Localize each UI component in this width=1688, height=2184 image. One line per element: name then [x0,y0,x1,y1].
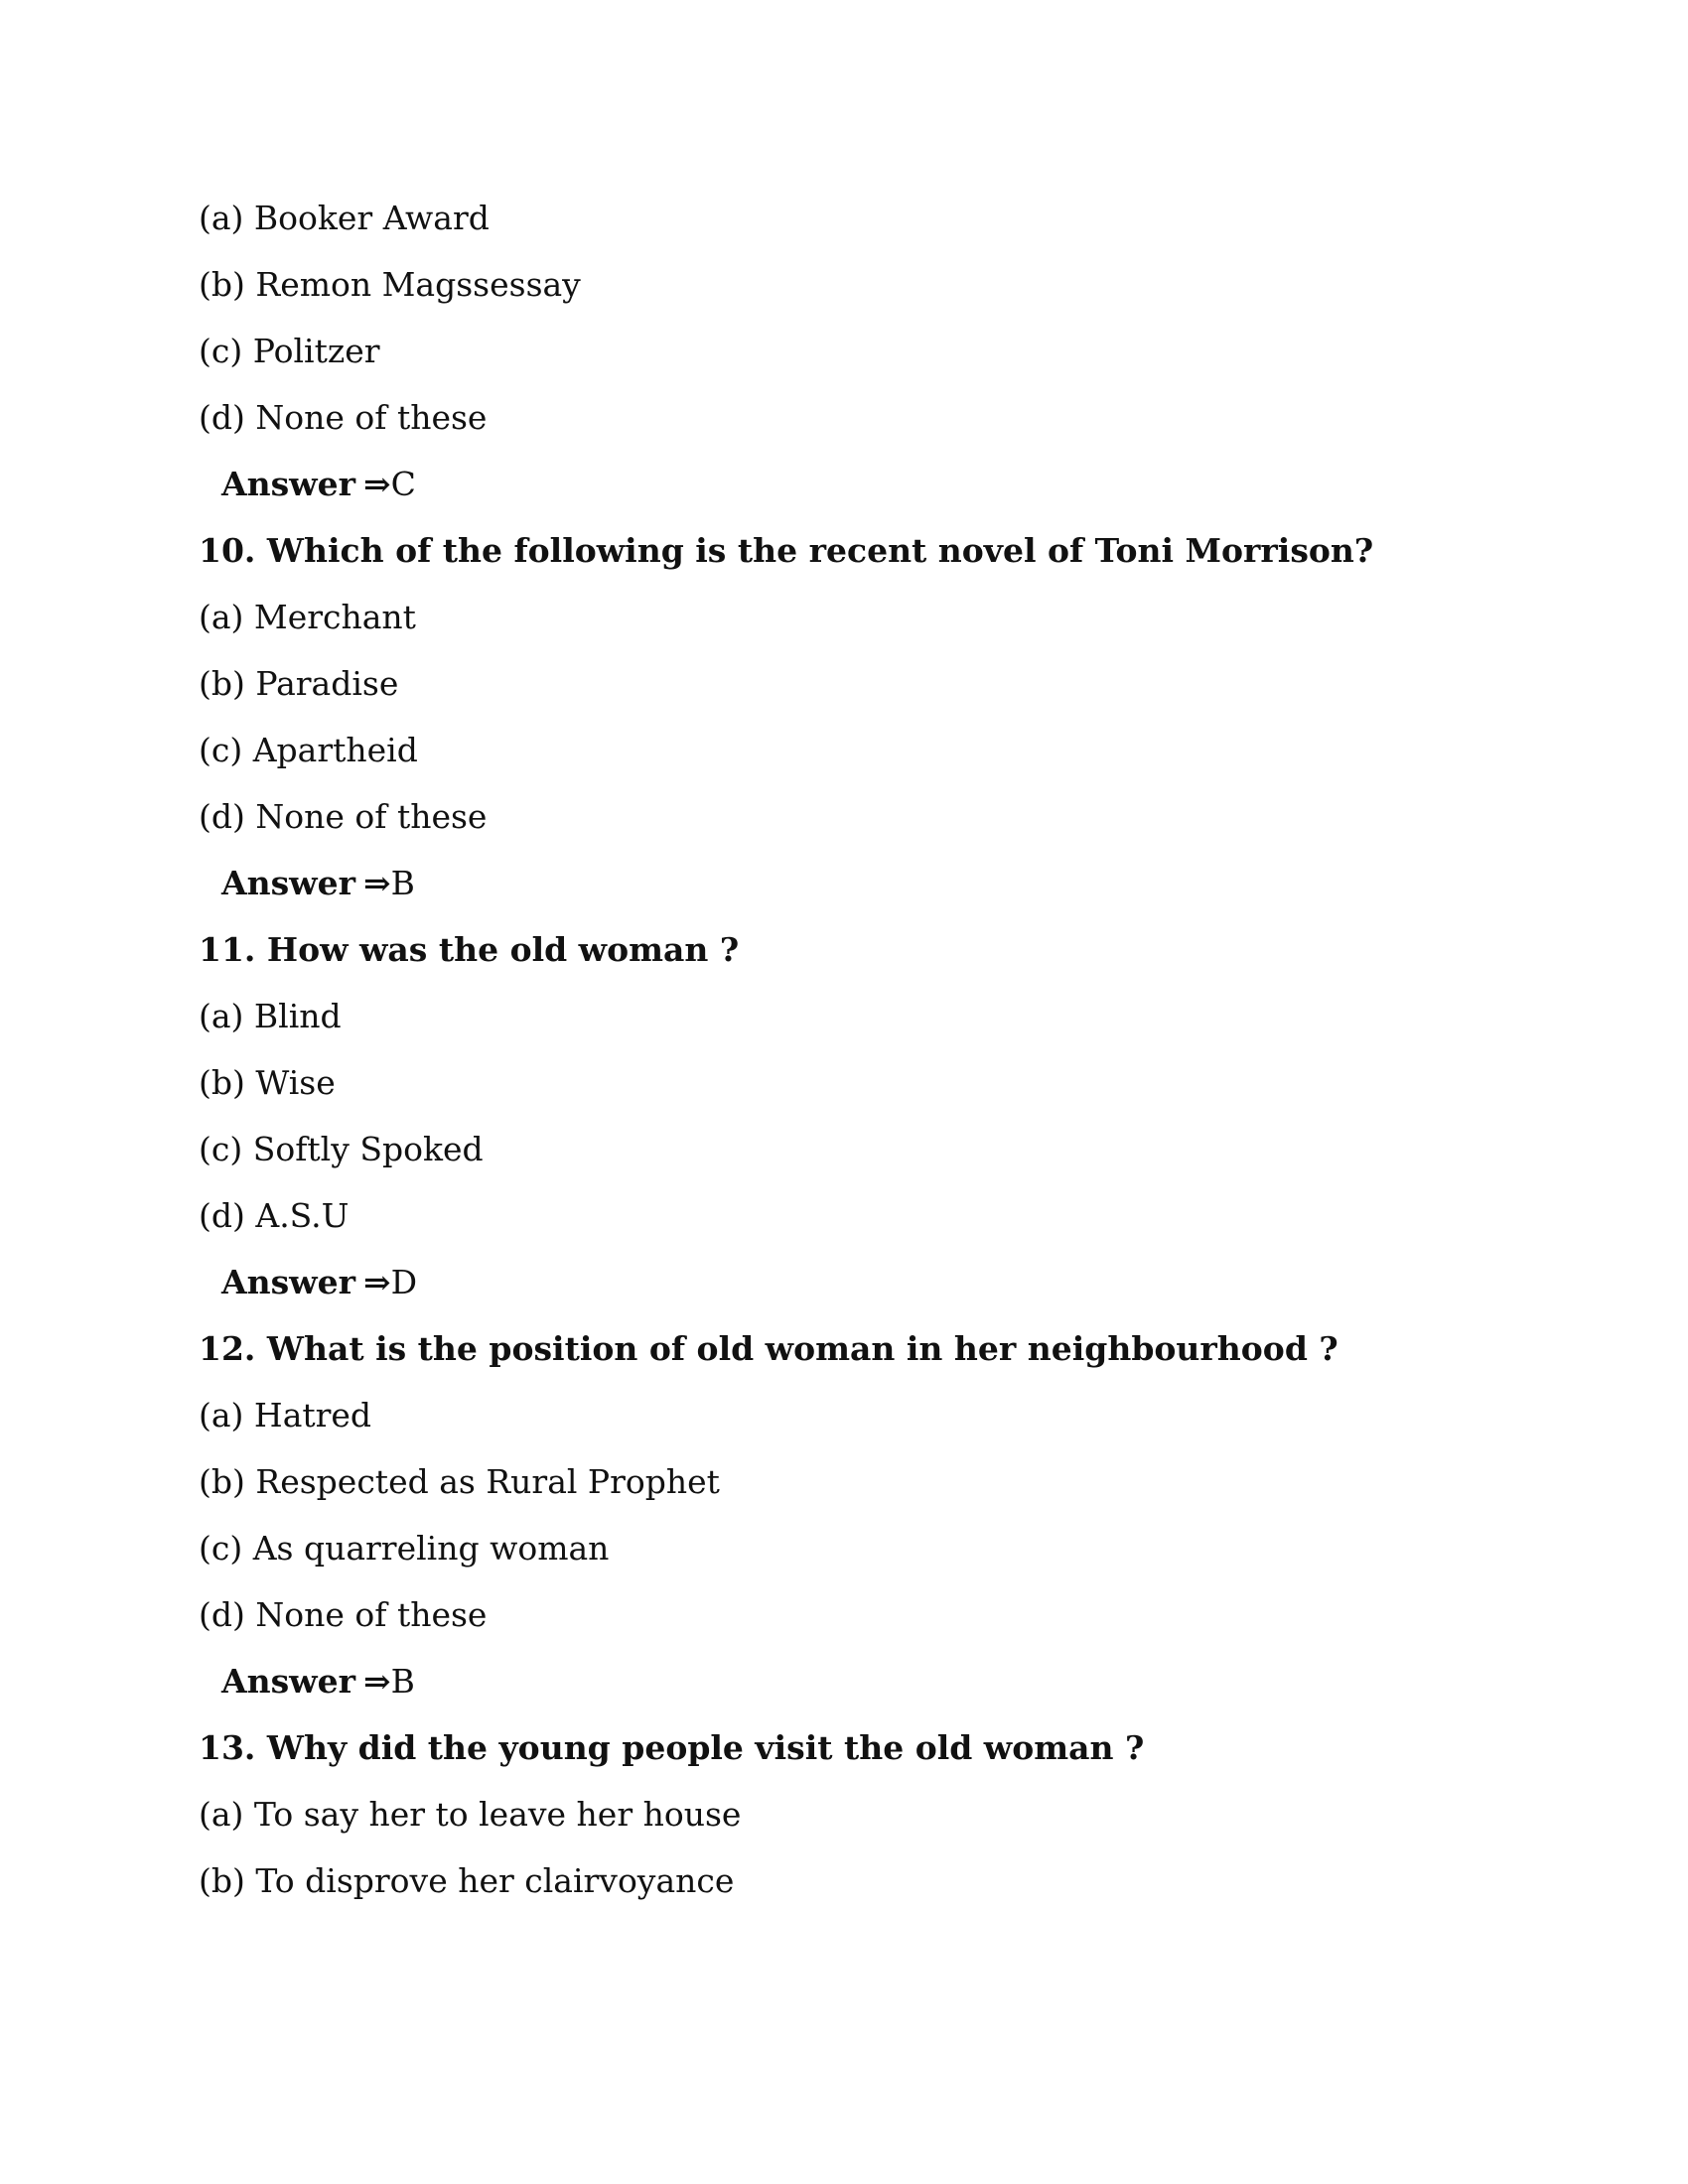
answer-arrow-icon: ⇒ [362,1662,391,1701]
answer-arrow-icon: ⇒ [362,1263,391,1301]
option-b: (b) Paradise [199,664,399,703]
option-a: (a) Blind [199,997,342,1035]
option-b: (b) To disprove her clairvoyance [199,1861,735,1900]
answer-arrow-icon: ⇒ [362,864,391,902]
option-b: (b) Remon Magssessay [199,265,581,304]
option-a: (a) To say her to leave her house [199,1795,742,1834]
option-a: (a) Booker Award [199,199,490,237]
option-d: (d) A.S.U [199,1196,350,1235]
answer-label: Answer [221,1263,355,1301]
answer-value: B [390,864,415,902]
answer-value: B [390,1662,415,1701]
answer-line [221,465,416,504]
answer-line [221,1662,415,1702]
option-a: (a) Merchant [199,598,416,636]
answer-value: D [390,1263,418,1301]
option-d: (d) None of these [199,1595,488,1634]
question-title: 12. What is the position of old woman in her neighbourhood ? [199,1329,1338,1368]
answer-label: Answer [221,465,355,503]
option-a: (a) Hatred [199,1396,372,1434]
answer-value: C [390,465,416,503]
answer-line [221,864,415,903]
question-title: 10. Which of the following is the recent novel of Toni Morrison? [199,531,1374,570]
option-c: (c) As quarreling woman [199,1529,610,1568]
option-b: (b) Respected as Rural Prophet [199,1462,720,1501]
option-d: (d) None of these [199,398,488,437]
option-c: (c) Politzer [199,332,380,370]
answer-line [221,1263,417,1302]
question-title: 11. How was the old woman ? [199,930,740,969]
option-c: (c) Softly Spoked [199,1130,484,1168]
answer-arrow-icon: ⇒ [362,465,391,503]
answer-label: Answer [221,864,355,902]
option-d: (d) None of these [199,797,488,836]
question-title: 13. Why did the young people visit the old woman ? [199,1728,1145,1767]
answer-label: Answer [221,1662,355,1701]
option-b: (b) Wise [199,1063,336,1102]
option-c: (c) Apartheid [199,731,418,769]
